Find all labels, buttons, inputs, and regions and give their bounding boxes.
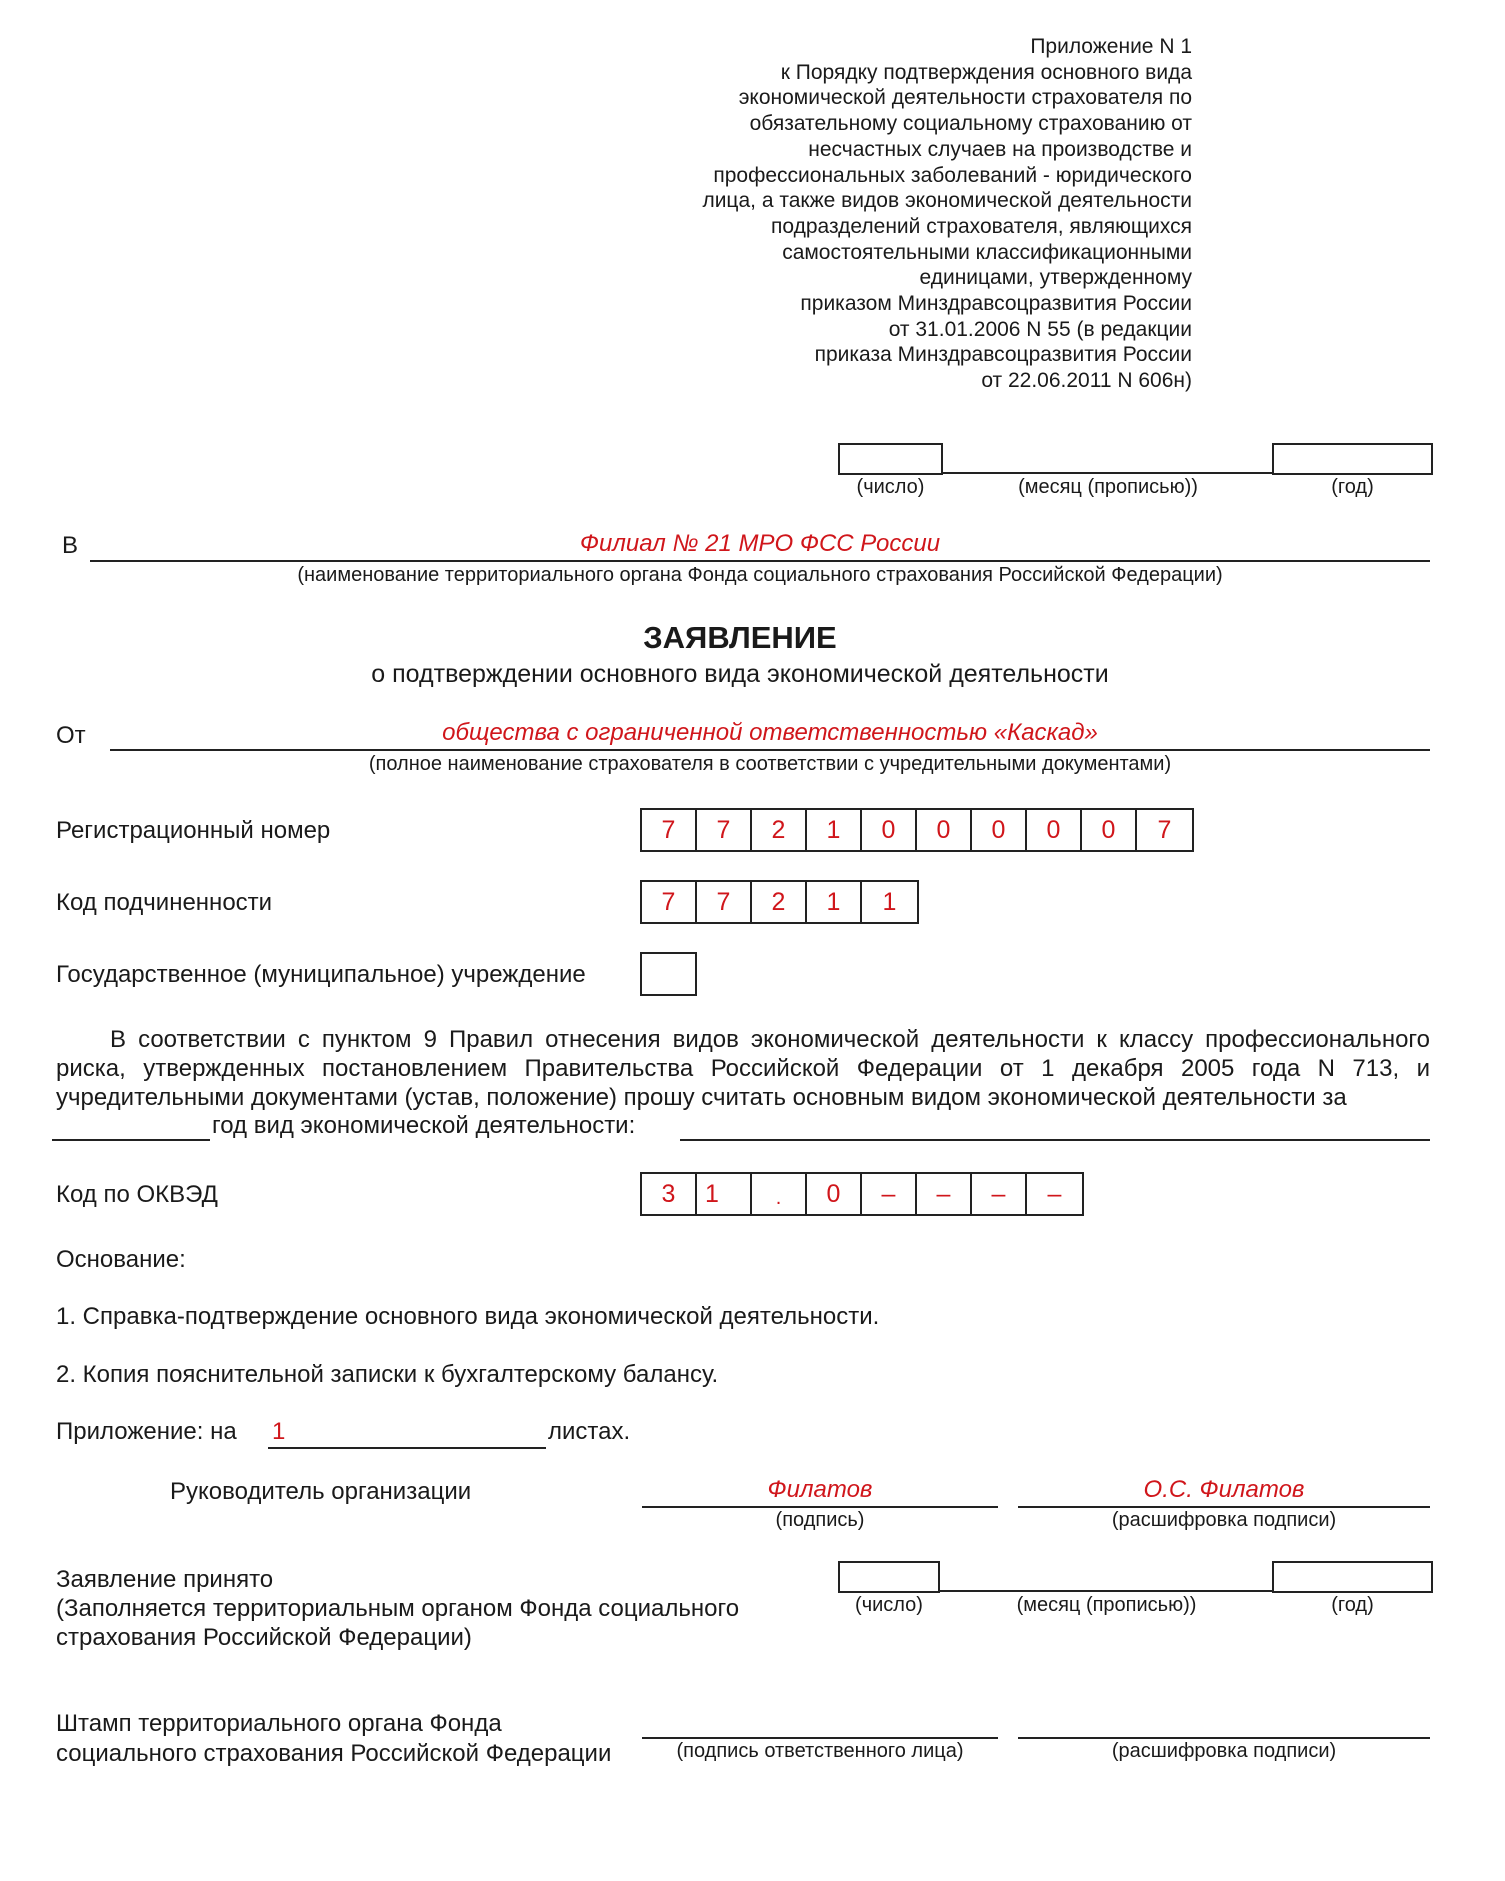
page-title: ЗАЯВЛЕНИЕ <box>643 620 837 655</box>
basis-item-2: 2. Копия пояснительной записки к бухгалтерскому балансу. <box>56 1361 719 1388</box>
responsible-signature-line[interactable] <box>642 1737 998 1739</box>
reg-number-cells[interactable] <box>640 808 1194 852</box>
signature-name-caption: (расшифровка подписи) <box>1111 1509 1337 1531</box>
head-label: Руководитель организации <box>170 1478 472 1505</box>
date-month-line[interactable] <box>943 472 1273 474</box>
signature-caption: (подпись) <box>775 1509 865 1531</box>
date-day-box[interactable] <box>838 443 943 475</box>
header-line: единицами, утвержденному <box>919 266 1192 290</box>
header-line: Приложение N 1 <box>1030 35 1192 58</box>
reg-digit[interactable]: 0 <box>972 810 1027 850</box>
signature-value[interactable]: Филатов <box>767 1476 873 1503</box>
basis-title: Основание: <box>56 1246 186 1273</box>
okved-label: Код по ОКВЭД <box>56 1181 218 1208</box>
basis-item-1: 1. Справка-подтверждение основного вида экономической деятельности. <box>56 1303 880 1330</box>
signature-name-value[interactable]: О.С. Филатов <box>1143 1476 1305 1503</box>
reg-digit[interactable]: 7 <box>697 810 752 850</box>
sub-digit[interactable]: 2 <box>752 882 807 922</box>
from-prefix: От <box>56 722 86 749</box>
header-line: приказом Минздравсоцразвития России <box>800 292 1192 316</box>
header-line: несчастных случаев на производстве и <box>808 137 1192 161</box>
attachment-suffix: листах. <box>548 1418 631 1445</box>
header-line: экономической деятельности страхователя по <box>738 86 1192 110</box>
sub-digit[interactable]: 7 <box>697 882 752 922</box>
sub-code-cells[interactable] <box>640 880 919 924</box>
sub-digit[interactable]: 1 <box>882 887 897 916</box>
header-line: самостоятельными классификационными <box>782 240 1192 264</box>
date-month-caption: (месяц (прописью)) <box>1018 476 1198 498</box>
accepted-year-box[interactable] <box>1272 1561 1433 1593</box>
reg-digit[interactable]: 0 <box>1082 810 1137 850</box>
recipient-caption: (наименование территориального органа Фонда социального страхования Российской Федерации) <box>297 564 1223 586</box>
attachment-prefix: Приложение: на <box>56 1418 237 1445</box>
reg-digit[interactable]: 0 <box>1027 810 1082 850</box>
activity-blank-line[interactable] <box>680 1139 1430 1141</box>
accepted-line-1: Заявление принято <box>56 1566 274 1593</box>
date-year-caption: (год) <box>1331 476 1374 498</box>
reg-digit[interactable]: 2 <box>752 810 807 850</box>
reg-digit[interactable]: 7 <box>1157 815 1172 844</box>
appendix-header <box>702 34 1192 394</box>
request-text: В соответствии с пунктом 9 Правил отнесения видов экономической деятельности к классу профессионального риска, утвержденных постановлением Правительства Российской Федерации от 1 декабря 2005 года N 713, и учредительными документами (устав, положение) прошу считать основным видом экономической деятельности за <box>56 1026 1430 1111</box>
sub-code-label: Код подчиненности <box>56 889 273 916</box>
sub-digit[interactable]: 1 <box>807 882 862 922</box>
okved-cell[interactable]: . <box>752 1174 807 1214</box>
accepted-month-caption: (месяц (прописью)) <box>1016 1594 1197 1616</box>
insurer-name-caption: (полное наименование страхователя в соответствии с учредительными документами) <box>368 753 1172 775</box>
okved-cell[interactable]: 1 <box>697 1174 752 1214</box>
attachment-line <box>268 1447 546 1449</box>
accepted-day-caption: (число) <box>855 1594 923 1616</box>
recipient-line <box>90 560 1430 562</box>
insurer-name-line <box>110 749 1430 751</box>
sub-digit[interactable]: 7 <box>642 882 697 922</box>
responsible-name-line[interactable] <box>1018 1737 1430 1739</box>
header-line: приказа Минздравсоцразвития России <box>814 343 1192 367</box>
stamp-line-2: социального страхования Российской Федерации <box>56 1740 612 1767</box>
recipient-value[interactable]: Филиал № 21 МРО ФСС России <box>579 530 941 557</box>
okved-cells[interactable] <box>640 1172 1084 1216</box>
gov-institution-box[interactable] <box>640 952 697 996</box>
reg-digit[interactable]: 0 <box>862 810 917 850</box>
accepted-day-box[interactable] <box>838 1561 940 1593</box>
signature-line <box>642 1506 998 1508</box>
page-subtitle: о подтверждении основного вида экономической деятельности <box>371 660 1109 688</box>
header-line: профессиональных заболеваний - юридического <box>713 163 1192 187</box>
accepted-month-line[interactable] <box>940 1590 1273 1592</box>
okved-cell[interactable]: – <box>917 1174 972 1214</box>
responsible-signature-caption: (подпись ответственного лица) <box>676 1740 964 1762</box>
header-line: подразделений страхователя, являющихся <box>771 214 1192 238</box>
year-blank-line[interactable] <box>52 1139 210 1141</box>
okved-cell[interactable]: – <box>1047 1179 1062 1208</box>
reg-number-label: Регистрационный номер <box>56 817 331 844</box>
accepted-line-3: страхования Российской Федерации) <box>56 1624 472 1651</box>
request-paragraph <box>56 1025 1430 1112</box>
header-line: лица, а также видов экономической деятельности <box>702 189 1192 213</box>
request-tail: год вид экономической деятельности: <box>212 1112 636 1139</box>
recipient-prefix: В <box>62 532 79 559</box>
header-line: от 31.01.2006 N 55 (в редакции <box>888 317 1192 341</box>
okved-cell[interactable]: – <box>862 1174 917 1214</box>
insurer-name[interactable]: общества с ограниченной ответственностью «Каскад» <box>442 719 1098 746</box>
date-day-caption: (число) <box>856 476 925 498</box>
reg-digit[interactable]: 0 <box>917 810 972 850</box>
header-line: обязательному социальному страхованию от <box>749 112 1192 136</box>
responsible-name-caption: (расшифровка подписи) <box>1111 1740 1337 1762</box>
okved-cell[interactable]: – <box>972 1174 1027 1214</box>
gov-institution-label: Государственное (муниципальное) учреждение <box>56 961 586 988</box>
reg-digit[interactable]: 1 <box>807 810 862 850</box>
reg-digit[interactable]: 7 <box>642 810 697 850</box>
header-line: к Порядку подтверждения основного вида <box>780 60 1192 84</box>
accepted-year-caption: (год) <box>1331 1594 1374 1616</box>
attachment-count[interactable]: 1 <box>272 1418 286 1445</box>
signature-name-line <box>1018 1506 1430 1508</box>
okved-cell[interactable]: 0 <box>807 1174 862 1214</box>
date-year-box[interactable] <box>1272 443 1433 475</box>
accepted-line-2: (Заполняется территориальным органом Фонда социального <box>56 1595 740 1622</box>
okved-cell[interactable]: 3 <box>642 1174 697 1214</box>
header-line: от 22.06.2011 N 606н) <box>981 369 1192 393</box>
stamp-line-1: Штамп территориального органа Фонда <box>56 1710 502 1737</box>
